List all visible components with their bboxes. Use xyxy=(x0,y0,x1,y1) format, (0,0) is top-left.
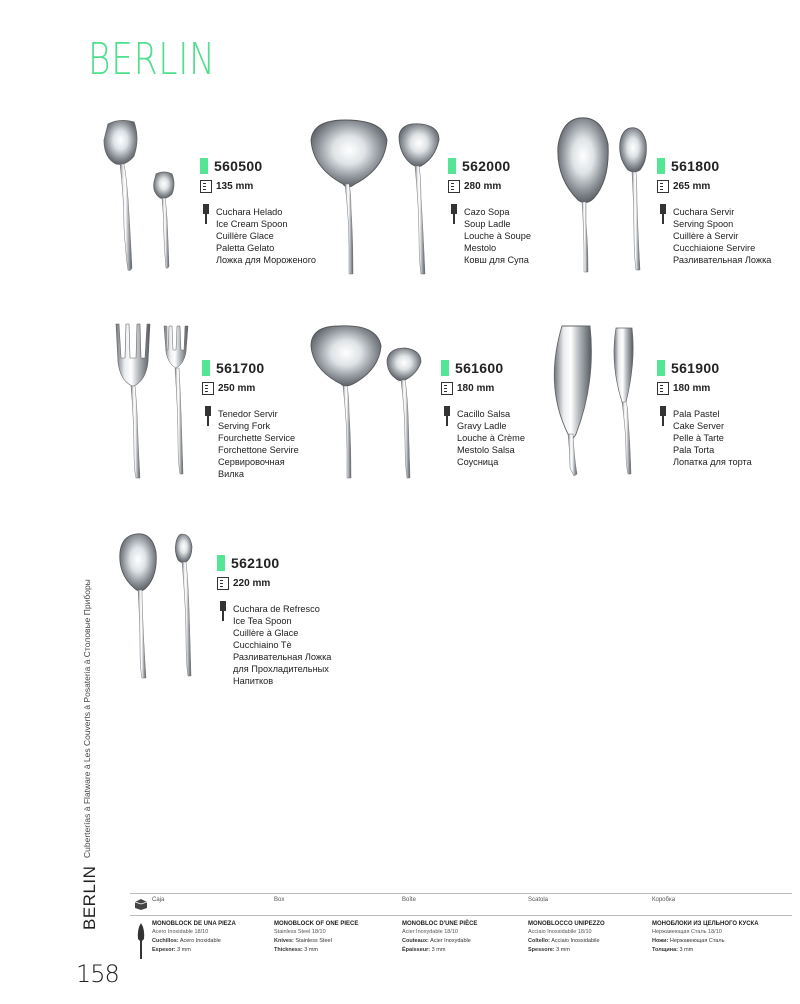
product-names: Cuchara de Refresco Ice Tea Spoon Cuillère à Glace Cucchiaino Tè Разливательная Ложка для Прохладительных Напитков xyxy=(233,604,332,686)
page-title: BERLIN xyxy=(88,34,216,85)
side-categories: Cuberterías à Flatware à Les Couverts à Posateria à Столовые Приборы xyxy=(82,579,92,858)
product-size: 180 mm xyxy=(457,383,495,394)
cutlery-icon xyxy=(450,204,458,224)
cutlery-icon xyxy=(204,406,212,426)
product-size: 265 mm xyxy=(673,181,711,192)
product-size: 220 mm xyxy=(233,578,271,589)
ruler-icon xyxy=(217,577,229,590)
product-names: Cazo Sopa Soup Ladle Louche à Soupe Mestolo Ковш для Супа xyxy=(464,207,531,265)
serving-fork-icon xyxy=(112,322,197,480)
soup-ladle-icon xyxy=(305,118,445,276)
ruler-icon xyxy=(441,382,453,395)
ruler-icon xyxy=(657,180,669,193)
product-names: Cacillo Salsa Gravy Ladle Louche à Crème Mestolo Salsa Соусница xyxy=(457,409,525,467)
product-code: 560500 xyxy=(214,158,263,174)
side-brand: BERLIN xyxy=(80,865,99,930)
serving-spoon-icon xyxy=(550,114,655,276)
ice-cream-spoon-icon xyxy=(100,118,185,276)
cutlery-icon xyxy=(659,204,667,224)
product-size: 280 mm xyxy=(464,181,502,192)
cutlery-icon xyxy=(219,601,227,621)
product-size: 135 mm xyxy=(216,181,254,192)
product-size: 250 mm xyxy=(218,383,256,394)
cake-server-icon xyxy=(540,322,652,480)
cutlery-icon xyxy=(659,406,667,426)
page-number: 158 xyxy=(76,960,119,988)
product-code: 561600 xyxy=(455,360,504,376)
product-code: 561800 xyxy=(671,158,720,174)
product-size: 180 mm xyxy=(673,383,711,394)
box-icon xyxy=(134,898,148,910)
ruler-icon xyxy=(448,180,460,193)
product-names: Pala Pastel Cake Server Pelle à Tarte Pala Torta Лопатка для торта xyxy=(673,409,752,467)
product-code: 562100 xyxy=(231,555,280,571)
cutlery-icon xyxy=(202,204,210,224)
ruler-icon xyxy=(657,382,669,395)
ruler-icon xyxy=(200,180,212,193)
product-code: 561700 xyxy=(216,360,265,376)
knife-icon xyxy=(136,923,146,959)
product-names: Cuchara Helado Ice Cream Spoon Cuillère Glace Paletta Gelato Ложка для Мороженого xyxy=(216,207,316,265)
ice-tea-spoon-icon xyxy=(112,528,202,683)
spec-table: Caja MONOBLOCK DE UNA PIEZA Acero Inoxidable 18/10 Cuchillos: Acero Inoxidable Espesor: 3 mm Box MONOBLOCK OF ONE PIECE Stainless Steel 18/10 Knives: Stainless Steel Thickness: 3 mm Boîte MONOBLOC D'UNE PIÈCE Acier Inoxydable 18/10 Couteaux: Acier Inoxydable Épaisseur: 3 mm Scatola MONOBLOCCO UNIPEZZO Acciaio Inossidabile 18/10 Coltello: Acciaio Inossidabile Spessore: 3 mm Коробка МОНОБЛОКИ ИЗ ЦЕЛЬНОГО КУСКА Нержавеющая Сталь 18/10 Ножи: Нержавеющая Сталь Толщина: 3 mm xyxy=(130,893,792,973)
product-code: 562000 xyxy=(462,158,511,174)
ruler-icon xyxy=(202,382,214,395)
gravy-ladle-icon xyxy=(305,322,445,480)
cutlery-icon xyxy=(443,406,451,426)
product-names: Cuchara Servir Serving Spoon Cuillère à Servir Cucchiaione Servire Разливательная Ложка xyxy=(673,207,772,265)
product-names: Tenedor Servir Serving Fork Fourchette Service Forchettone Servire Сервировочная Вилка xyxy=(218,409,299,479)
product-code: 561900 xyxy=(671,360,720,376)
